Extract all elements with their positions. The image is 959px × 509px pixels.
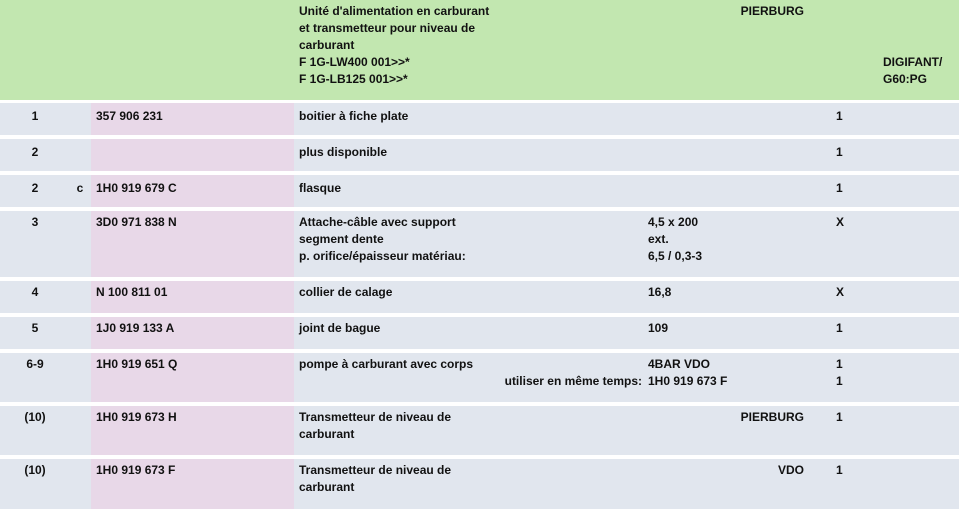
position-number: 1	[31, 109, 39, 123]
part-description: flasque	[299, 181, 342, 195]
quantity: X	[836, 215, 845, 229]
part-description: pompe à carburant avec corps	[299, 357, 474, 371]
quantity: 1	[836, 145, 843, 159]
header-engine-line: G60:PG	[883, 72, 928, 86]
quantity	[836, 356, 843, 390]
quantity: 1	[836, 181, 843, 195]
quantity-line: 1	[836, 374, 843, 388]
header-title-line: F 1G-LW400 001>>*	[299, 55, 410, 69]
position-number: 5	[31, 321, 39, 335]
description-line: Transmetteur de niveau de	[299, 463, 452, 477]
manufacturer: PIERBURG	[740, 410, 804, 424]
table-row[interactable]	[0, 175, 959, 207]
header-engine-line: DIGIFANT/	[883, 55, 943, 69]
manufacturer: VDO	[777, 463, 804, 477]
position-number: (10)	[24, 410, 46, 424]
position-suffix: c	[76, 181, 84, 195]
use-together-label: utiliser en même temps:	[504, 374, 642, 388]
header-title-line: et transmetteur pour niveau de	[299, 21, 476, 35]
table-header	[0, 0, 959, 100]
part-specification	[648, 356, 727, 390]
part-number[interactable]: 3D0 971 838 N	[96, 215, 177, 229]
header-title	[299, 3, 489, 88]
quantity: 1	[836, 410, 843, 424]
position-number: 2	[31, 145, 39, 159]
quantity: 1	[836, 463, 843, 477]
description-line: carburant	[299, 427, 355, 441]
part-number-cell	[91, 139, 294, 171]
table-row[interactable]	[0, 459, 959, 509]
header-engine-code	[883, 54, 942, 88]
description-line: Transmetteur de niveau de	[299, 410, 452, 424]
table-row[interactable]	[0, 103, 959, 135]
part-description	[299, 462, 451, 496]
description-line: p. orifice/épaisseur matériau:	[299, 249, 466, 263]
part-description: boitier à fiche plate	[299, 109, 409, 123]
part-number[interactable]: 357 906 231	[96, 109, 163, 123]
part-description	[299, 409, 451, 443]
table-row[interactable]	[0, 139, 959, 171]
spec-line: 4BAR VDO	[648, 357, 711, 371]
position-number: 3	[31, 215, 39, 229]
spec-line: 4,5 x 200	[648, 215, 699, 229]
table-row[interactable]	[0, 211, 959, 277]
part-specification: 109	[648, 321, 669, 335]
part-specification	[648, 214, 702, 265]
position-number: 6-9	[26, 357, 44, 371]
description-line: segment dente	[299, 232, 384, 246]
part-number[interactable]: 1H0 919 673 F	[96, 463, 176, 477]
position-number: 2	[31, 181, 39, 195]
description-line: carburant	[299, 480, 355, 494]
part-description: collier de calage	[299, 285, 393, 299]
part-number[interactable]: 1H0 919 673 H	[96, 410, 177, 424]
spec-line: ext.	[648, 232, 669, 246]
spec-line: 1H0 919 673 F	[648, 374, 728, 388]
part-number[interactable]: 1H0 919 651 Q	[96, 357, 178, 371]
quantity: X	[836, 285, 845, 299]
header-manufacturer: PIERBURG	[740, 4, 804, 18]
part-description: joint de bague	[299, 321, 381, 335]
header-title-line: F 1G-LB125 001>>*	[299, 72, 408, 86]
position-number: 4	[31, 285, 39, 299]
position-number: (10)	[24, 463, 46, 477]
spec-line: 6,5 / 0,3-3	[648, 249, 703, 263]
table-row[interactable]	[0, 281, 959, 313]
header-title-line: Unité d'alimentation en carburant	[299, 4, 490, 18]
header-title-line: carburant	[299, 38, 355, 52]
part-specification: 16,8	[648, 285, 672, 299]
description-line: Attache-câble avec support	[299, 215, 456, 229]
table-row[interactable]	[0, 406, 959, 455]
quantity: 1	[836, 109, 843, 123]
quantity: 1	[836, 321, 843, 335]
quantity-line: 1	[836, 357, 843, 371]
part-description: plus disponible	[299, 145, 388, 159]
part-number[interactable]: N 100 811 01	[96, 285, 168, 299]
table-row[interactable]	[0, 317, 959, 349]
part-number[interactable]: 1H0 919 679 C	[96, 181, 177, 195]
part-number[interactable]: 1J0 919 133 A	[96, 321, 175, 335]
part-description	[299, 214, 466, 265]
table-row[interactable]	[0, 353, 959, 402]
